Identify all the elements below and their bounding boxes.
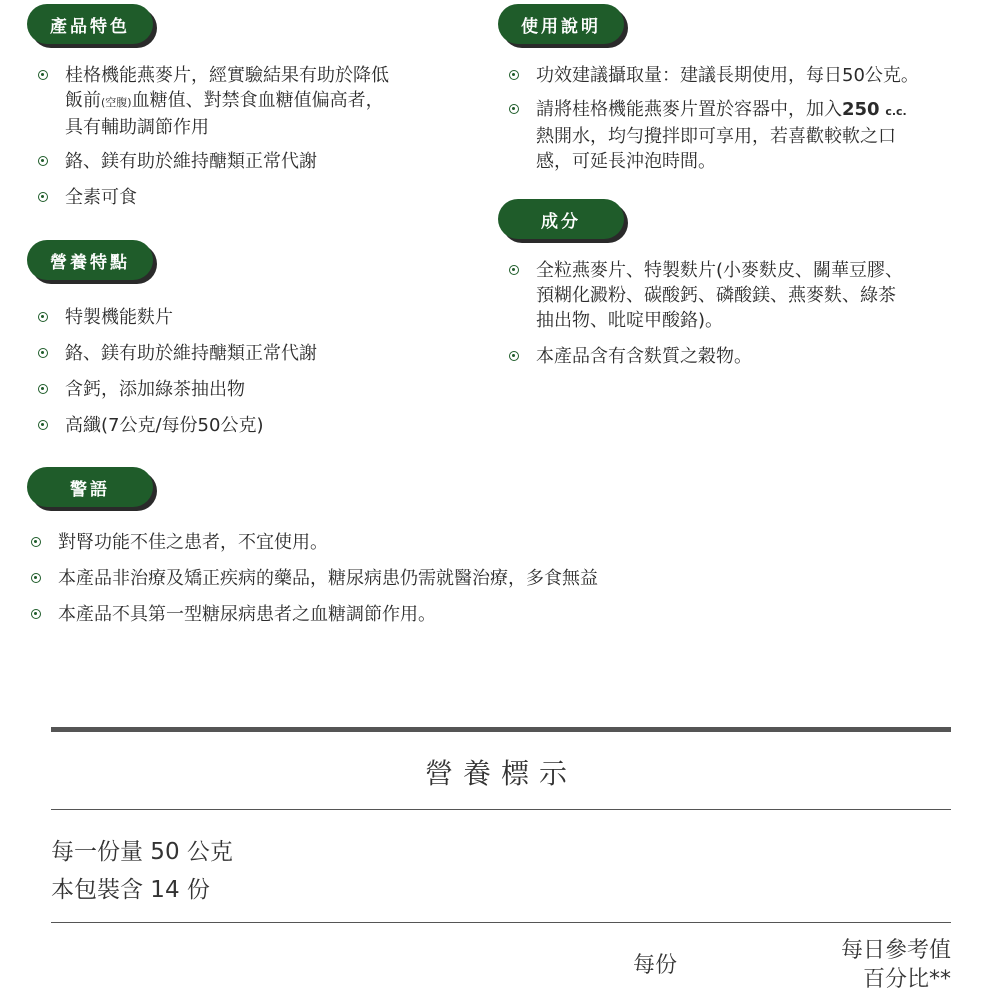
list-item: 含鈣，添加綠茶抽出物	[27, 377, 467, 402]
nutrition-points-heading: 營養特點	[27, 240, 153, 280]
list-item: 對腎功能不佳之患者，不宜使用。	[20, 530, 720, 555]
divider	[51, 809, 951, 810]
list-item: 全粒燕麥片、特製麩片(小麥麩皮、關華豆膠、 預糊化澱粉、碳酸鈣、磷酸鎂、燕麥麩、綠茶 抽出物、吡啶甲酸鉻)。	[498, 258, 968, 333]
features-heading: 產品特色	[27, 4, 153, 44]
nutrition-points-list	[27, 305, 467, 438]
list-item: 本產品非治療及矯正疾病的藥品，糖尿病患仍需就醫治療，多食無益	[20, 566, 720, 591]
list-item: 功效建議攝取量：建議長期使用，每日50公克。	[498, 63, 968, 88]
divider	[51, 922, 951, 923]
column-daily-value: 每日參考值 百分比**	[840, 938, 951, 992]
ingredients-heading: 成分	[498, 199, 624, 239]
bullet-icon	[509, 265, 519, 275]
list-item: 特製機能麩片	[27, 305, 467, 330]
warnings-list	[20, 530, 720, 627]
warnings-heading: 警語	[27, 467, 153, 507]
serving-size: 每一份量 50 公克	[51, 839, 233, 865]
list-item: 本產品含有含麩質之穀物。	[498, 344, 968, 369]
list-item: 桂格機能燕麥片，經實驗結果有助於降低 飯前(空腹)血糖值、對禁食血糖值偏高者， 具有輔助調節作用	[27, 63, 467, 140]
list-item: 本產品不具第一型糖尿病患者之血糖調節作用。	[20, 602, 720, 627]
bullet-icon	[38, 156, 48, 166]
column-per-serving: 每份	[633, 953, 678, 978]
servings-per-pack: 本包裝含 14 份	[51, 877, 210, 903]
usage-heading: 使用說明	[498, 4, 624, 44]
list-item: 鉻、鎂有助於維持醣類正常代謝	[27, 341, 467, 366]
bullet-icon	[38, 70, 48, 80]
bullet-icon	[31, 537, 41, 547]
bullet-icon	[38, 420, 48, 430]
bullet-icon	[38, 192, 48, 202]
usage-list	[498, 63, 968, 174]
bullet-icon	[509, 70, 519, 80]
bullet-icon	[509, 104, 519, 114]
ingredients-list	[498, 258, 968, 369]
list-item: 請將桂格機能燕麥片置於容器中，加入250 c.c. 熱開水，均勻攪拌即可享用，若喜歡較軟之口 感，可延長沖泡時間。	[498, 97, 968, 174]
list-item: 高纖(7公克/每份50公克)	[27, 413, 467, 438]
list-item: 全素可食	[27, 185, 467, 210]
bullet-icon	[38, 384, 48, 394]
nutrition-top-rule	[51, 727, 951, 732]
bullet-icon	[31, 573, 41, 583]
features-list	[27, 63, 467, 210]
list-item: 鉻、鎂有助於維持醣類正常代謝	[27, 149, 467, 174]
bullet-icon	[38, 348, 48, 358]
bullet-icon	[509, 351, 519, 361]
bullet-icon	[38, 312, 48, 322]
nutrition-title: 營養標示	[424, 757, 577, 790]
bullet-icon	[31, 609, 41, 619]
